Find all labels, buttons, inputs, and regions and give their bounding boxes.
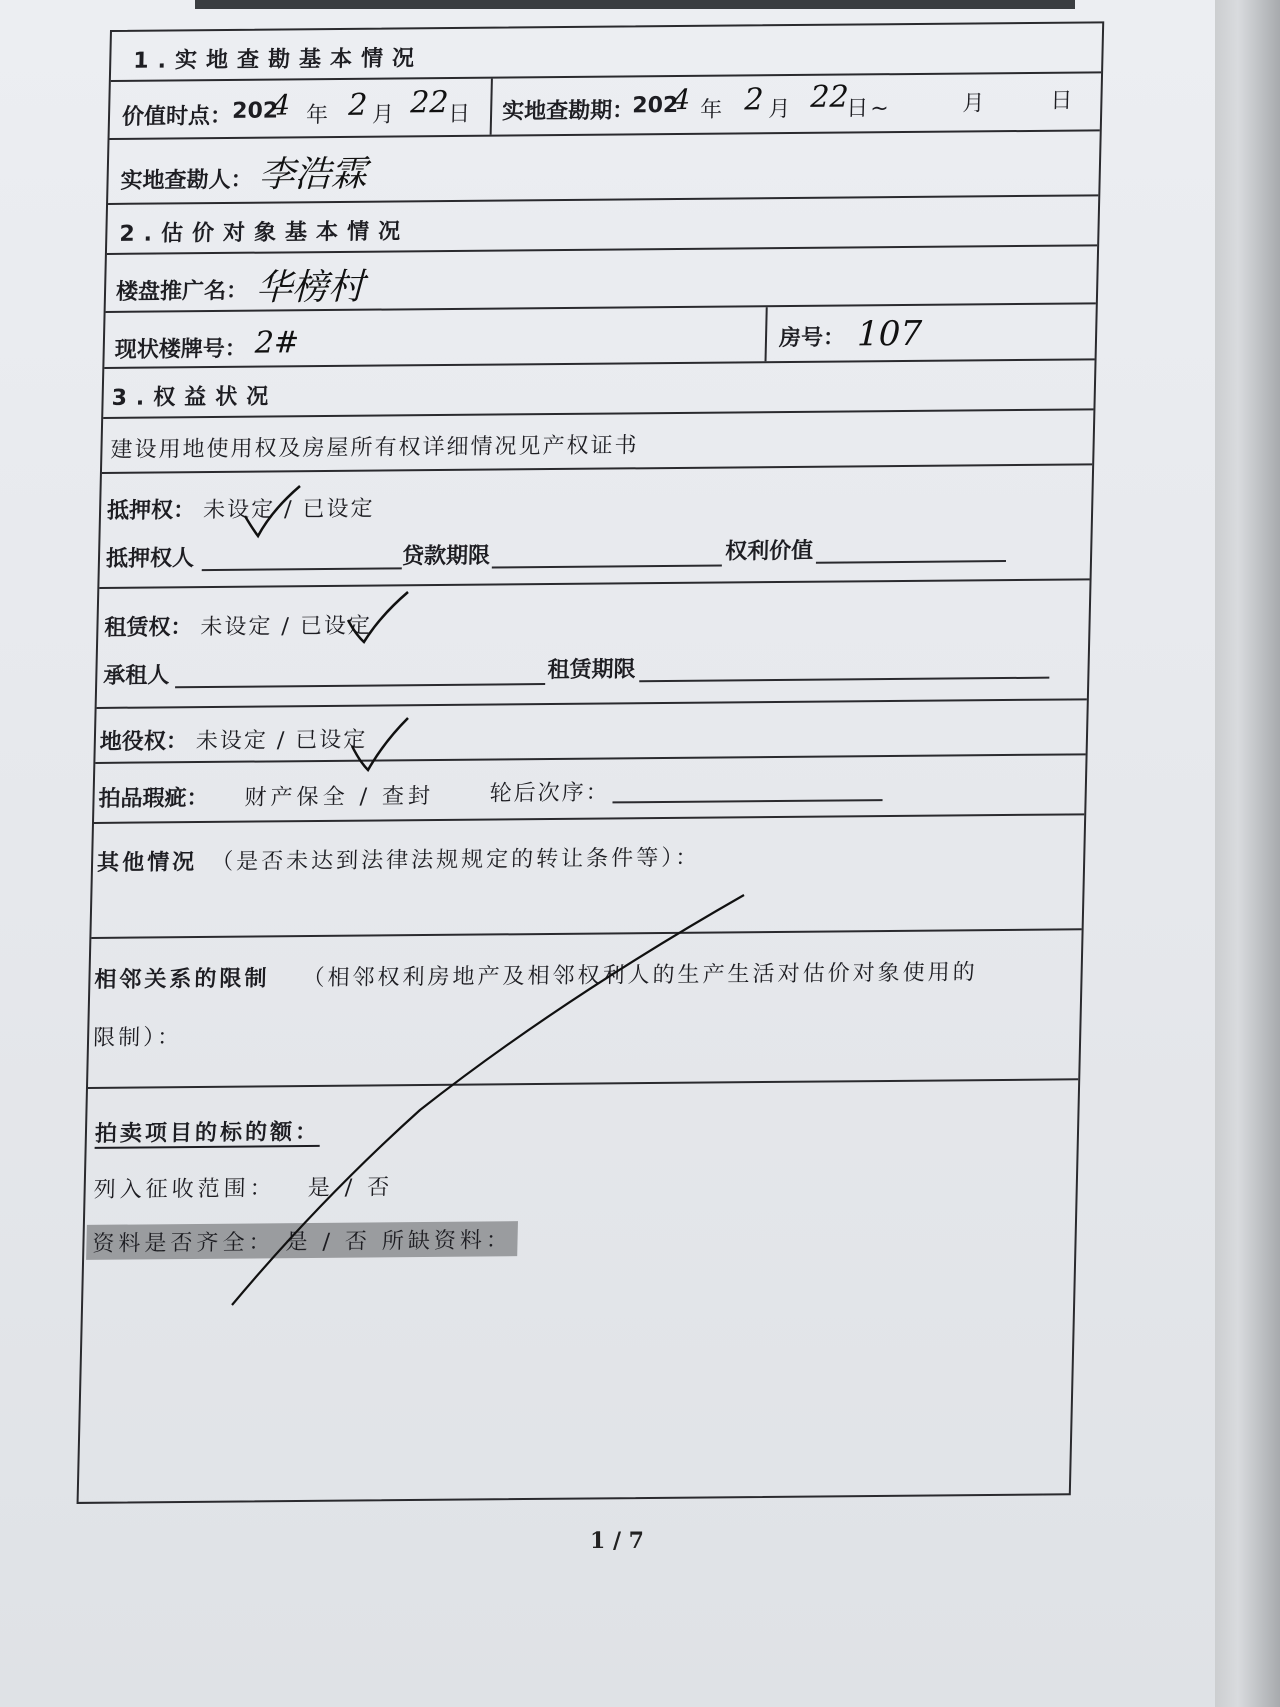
sec3-heading: 3.权益状况 bbox=[111, 384, 278, 411]
lease-options: 未设定 / 已设定 bbox=[200, 613, 373, 641]
value-date-cell bbox=[110, 79, 491, 138]
value-date-month-label: 月 bbox=[371, 102, 397, 128]
surveyor-row bbox=[108, 131, 1100, 205]
surveyor-signature: 李浩霖 bbox=[258, 153, 368, 196]
survey-year-label: 年 bbox=[699, 97, 725, 123]
paper-edge bbox=[195, 0, 1075, 9]
rights-value-line bbox=[816, 560, 1006, 564]
room-value: 107 bbox=[856, 313, 923, 355]
building-label: 现状楼牌号： bbox=[114, 336, 248, 363]
survey-day2-label: 日 bbox=[1050, 88, 1075, 114]
value-date-day-label: 日 bbox=[447, 101, 473, 128]
value-date-month: 2 bbox=[347, 87, 368, 123]
survey-date-label: 实地查勘期： bbox=[501, 98, 635, 125]
mortgage-label: 抵押权： bbox=[106, 498, 196, 524]
easement-label: 地役权： bbox=[99, 729, 189, 755]
defect-label: 拍品瑕疵： bbox=[98, 785, 209, 812]
value-date-year-prefix: 202 bbox=[231, 98, 279, 124]
defect-row bbox=[94, 755, 1086, 824]
rights-note-row bbox=[102, 410, 1093, 474]
lease-term-label: 租赁期限 bbox=[547, 657, 636, 684]
project-label: 楼盘推广名： bbox=[115, 278, 249, 305]
building-value: 2# bbox=[254, 325, 300, 361]
easement-row bbox=[95, 700, 1086, 764]
sec1-heading-row bbox=[111, 23, 1102, 82]
survey-month2-label: 月 bbox=[962, 91, 987, 117]
value-date-label: 价值时点： bbox=[121, 103, 233, 130]
neighbor-row bbox=[88, 930, 1082, 1089]
dates-row bbox=[110, 73, 1102, 140]
room-label: 房号： bbox=[778, 325, 846, 352]
sec2-heading: 2.估价对象基本情况 bbox=[119, 219, 410, 247]
defect-options: 财产保全 / 查封 bbox=[244, 783, 435, 811]
order-line bbox=[612, 799, 882, 803]
project-row bbox=[106, 246, 1098, 313]
other-label: 其他情况 bbox=[96, 850, 198, 876]
value-date-day: 22 bbox=[409, 85, 449, 121]
survey-day: 22 bbox=[810, 79, 850, 115]
room-cell bbox=[765, 304, 1096, 361]
survey-month-label: 月 bbox=[767, 97, 793, 123]
rights-note: 建设用地使用权及房屋所有权详细情况见产权证书 bbox=[110, 433, 639, 463]
value-date-year-digit: 4 bbox=[271, 88, 291, 122]
sec2-heading-row bbox=[107, 196, 1098, 255]
survey-year-digit: 4 bbox=[672, 82, 691, 117]
survey-date-cell bbox=[490, 73, 1101, 134]
neighbor-note-continued: 限制）： bbox=[92, 1025, 183, 1051]
survey-day-label: 日~ bbox=[845, 96, 891, 122]
neighbor-note: （相邻权利房地产及相邻权利人的生产生活对估价对象使用的 bbox=[302, 960, 978, 992]
survey-month: 2 bbox=[744, 82, 764, 118]
docs-label: 资料是否齐全： bbox=[92, 1230, 275, 1257]
neighbor-label: 相邻关系的限制 bbox=[94, 966, 270, 993]
sec1-heading: 1.实地查勘基本情况 bbox=[133, 46, 424, 74]
order-label: 轮后次序： bbox=[489, 780, 611, 807]
expropriation-label: 列入征收范围： bbox=[93, 1176, 277, 1203]
docs-options: 是 / 否 bbox=[285, 1229, 372, 1256]
page-number: 1 / 7 bbox=[590, 1528, 644, 1554]
lease-row bbox=[97, 580, 1090, 709]
building-cell bbox=[104, 307, 765, 367]
missing-label: 所缺资料： bbox=[381, 1228, 513, 1255]
bottom-area bbox=[79, 1080, 1078, 1489]
lessee-label: 承租人 bbox=[103, 663, 170, 689]
rights-value-label: 权利价值 bbox=[724, 538, 814, 565]
other-note: （是否未达到法律法规规定的转让条件等）： bbox=[210, 845, 701, 875]
value-date-year-label: 年 bbox=[305, 103, 331, 129]
survey-form bbox=[77, 21, 1105, 1504]
mortgage-options: 未设定 / 已设定 bbox=[202, 496, 375, 524]
sec3-heading-row bbox=[103, 360, 1094, 419]
expropriation-options: 是 / 否 bbox=[307, 1175, 394, 1202]
auction-label: 拍卖项目的标的额： bbox=[94, 1119, 321, 1147]
loan-term-line bbox=[492, 565, 722, 569]
easement-options: 未设定 / 已设定 bbox=[195, 727, 368, 755]
loan-term-label: 贷款期限 bbox=[401, 543, 491, 570]
lease-label: 租赁权： bbox=[104, 615, 193, 641]
project-value: 华榜村 bbox=[255, 266, 365, 309]
mortgagee-line bbox=[202, 567, 402, 571]
surveyor-label: 实地查勘人： bbox=[120, 167, 253, 194]
lease-term-line bbox=[639, 677, 1049, 683]
building-row bbox=[104, 304, 1096, 369]
other-row bbox=[91, 815, 1084, 939]
docs-complete-field bbox=[86, 1221, 518, 1260]
mortgage-row bbox=[99, 465, 1092, 589]
survey-year-prefix: 202 bbox=[632, 93, 679, 119]
mortgagee-label: 抵押权人 bbox=[105, 546, 195, 572]
lessee-line bbox=[175, 683, 545, 688]
desk-background bbox=[1210, 0, 1280, 1707]
